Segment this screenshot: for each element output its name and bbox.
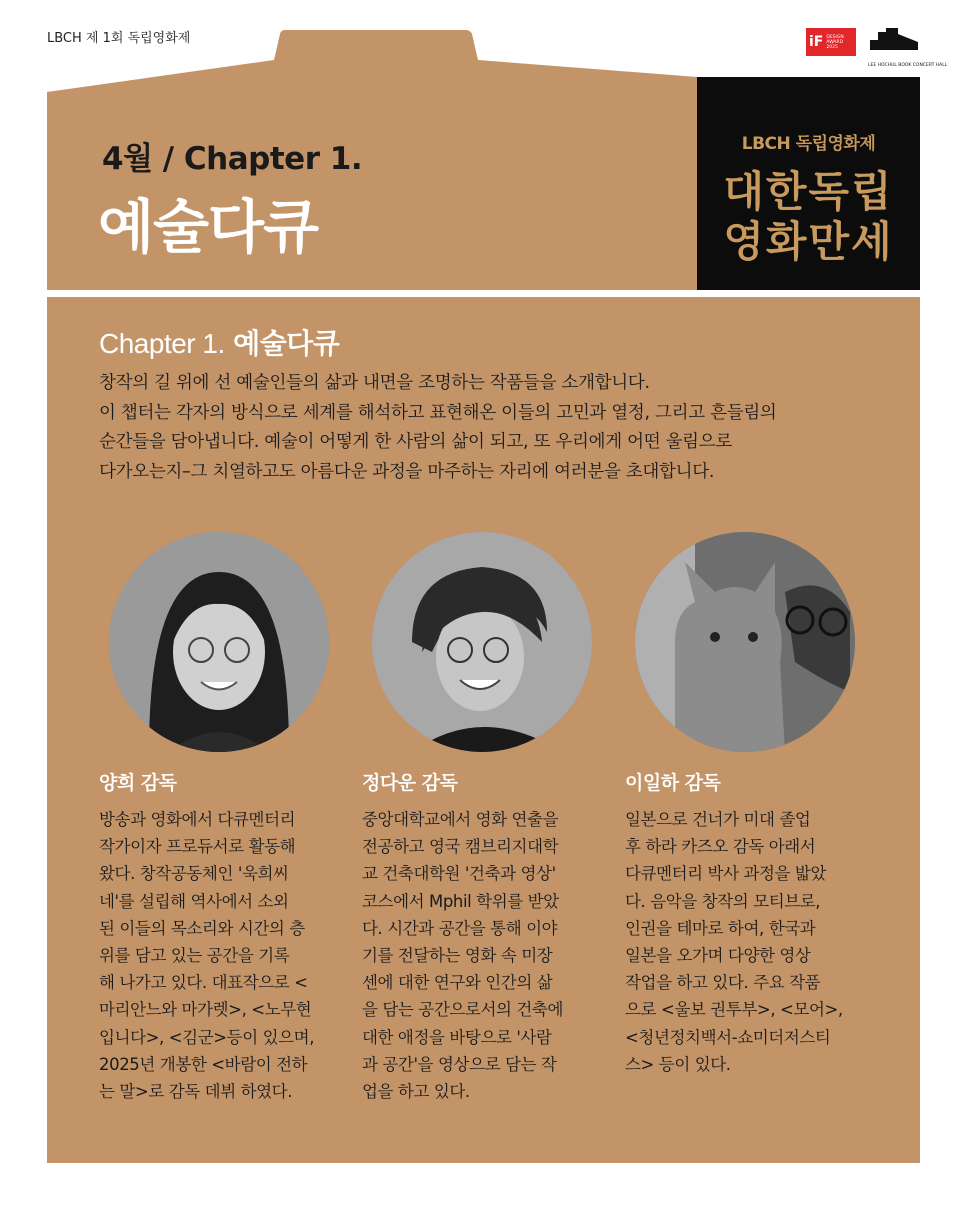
bio-line: 대한 애정을 바탕으로 '사람 xyxy=(362,1027,552,1047)
bio-line: 코스에서 Mphil 학위를 받았 xyxy=(362,891,559,911)
bio-line: 스> 등이 있다. xyxy=(625,1054,731,1074)
bio-line: 방송과 영화에서 다큐멘터리 xyxy=(99,810,296,829)
logos xyxy=(806,28,948,68)
book-concert-hall-logo xyxy=(868,28,948,68)
hall-logo-text: LEE HOCHUL BOOK CONCERT HALL xyxy=(868,63,948,68)
bio-line: 입니다>, <김군>등이 있으며, xyxy=(99,1027,315,1047)
bio-line: 네'를 설립해 역사에서 소외 xyxy=(99,891,289,911)
bio-line: 2025년 개봉한 <바람이 전하 xyxy=(99,1054,308,1074)
bio-line: 일본으로 건너가 미대 졸업 xyxy=(625,810,811,829)
festival-title-box xyxy=(697,77,920,290)
bio-line: 는 말>로 감독 데뷔 하였다. xyxy=(99,1082,293,1102)
bio-line: 인권을 테마로 하여, 한국과 xyxy=(625,918,816,938)
intro-line: 창작의 길 위에 선 예술인들의 삶과 내면을 조명하는 작품들을 소개합니다. xyxy=(99,373,650,393)
bio-line: 왔다. 창작공동체인 '욱희씨 xyxy=(99,864,289,884)
director-photo-leeilha xyxy=(635,532,855,752)
bio-line: 된 이들의 목소리와 시간의 층 xyxy=(99,918,305,938)
bio-line: 전공하고 영국 캠브리지대학 xyxy=(362,837,559,857)
festival-small-title: LBCH 독립영화제 xyxy=(741,134,876,154)
header-subtitle: 4월 / Chapter 1. xyxy=(102,141,363,177)
if-award-mark: iF xyxy=(809,34,824,50)
bio-line: 일본을 오가며 다양한 영상 xyxy=(625,946,811,966)
festival-line-1: 대한독립 xyxy=(723,167,894,216)
bio-line: 업을 하고 있다. xyxy=(362,1082,470,1102)
bio-line: 과 공간'을 영상으로 담는 작 xyxy=(362,1054,557,1074)
bio-line: 후 하라 카즈오 감독 아래서 xyxy=(625,837,816,857)
page-title: 예술다큐 xyxy=(98,193,319,261)
bio-line: 중앙대학교에서 영화 연출을 xyxy=(362,810,559,829)
director-name: 이일하 감독 xyxy=(625,772,721,794)
intro-line: 다가오는지–그 치열하고도 아름다운 과정을 마주하는 자리에 여러분을 초대합니다. xyxy=(99,461,715,482)
director-photo-yanghee xyxy=(109,532,329,752)
director-bio xyxy=(625,806,873,1078)
director-bio xyxy=(362,806,610,1105)
top-label: LBCH 제 1회 독립영화제 xyxy=(47,31,191,46)
bio-line: 작업을 하고 있다. 주요 작품 xyxy=(625,973,821,993)
bio-line: 다큐멘터리 박사 과정을 밟았 xyxy=(625,864,827,884)
if-design-award-logo xyxy=(806,28,856,56)
hall-building-icon xyxy=(868,28,920,50)
bio-line: 해 나가고 있다. 대표작으로 < xyxy=(99,973,308,993)
intro-text xyxy=(99,369,899,487)
if-award-text: DESIGN AWARD 2025 xyxy=(826,34,844,50)
bio-line: 작가이자 프로듀서로 활동해 xyxy=(99,837,296,857)
director-name: 정다운 감독 xyxy=(362,772,458,794)
bio-line: 마리안느와 마가렛>, <노무현 xyxy=(99,1000,312,1020)
bio-line: 다. 시간과 공간을 통해 이야 xyxy=(362,918,558,938)
bio-line: 기를 전달하는 영화 속 미장 xyxy=(362,946,553,966)
bio-line: 센에 대한 연구와 인간의 삶 xyxy=(362,973,553,993)
bio-line: 으로 <울보 권투부>, <모어>, xyxy=(625,1000,843,1020)
chapter-prefix: Chapter 1. xyxy=(99,328,225,359)
bio-line: 위를 담고 있는 공간을 기록 xyxy=(99,946,290,966)
intro-line: 이 챕터는 각자의 방식으로 세계를 해석하고 표현해온 이들의 고민과 열정, 그리고 흔들림의 xyxy=(99,402,777,423)
bio-line: 을 담는 공간으로서의 건축에 xyxy=(362,1000,564,1020)
festival-line-2: 영화만세 xyxy=(723,217,894,266)
bio-line: 다. 음악을 창작의 모티브로, xyxy=(625,891,821,911)
chapter-name: 예술다큐 xyxy=(233,327,340,360)
chapter-heading xyxy=(99,322,339,362)
bio-line: 교 건축대학원 '건축과 영상' xyxy=(362,864,556,884)
director-bio xyxy=(99,806,347,1105)
bio-line: <청년정치백서-쇼미더저스티 xyxy=(625,1027,831,1047)
director-photo-jungdaun xyxy=(372,532,592,752)
intro-line: 순간들을 담아냅니다. 예술이 어떻게 한 사람의 삶이 되고, 또 우리에게 어떤 울림으로 xyxy=(99,432,732,452)
director-name: 양희 감독 xyxy=(99,772,177,794)
